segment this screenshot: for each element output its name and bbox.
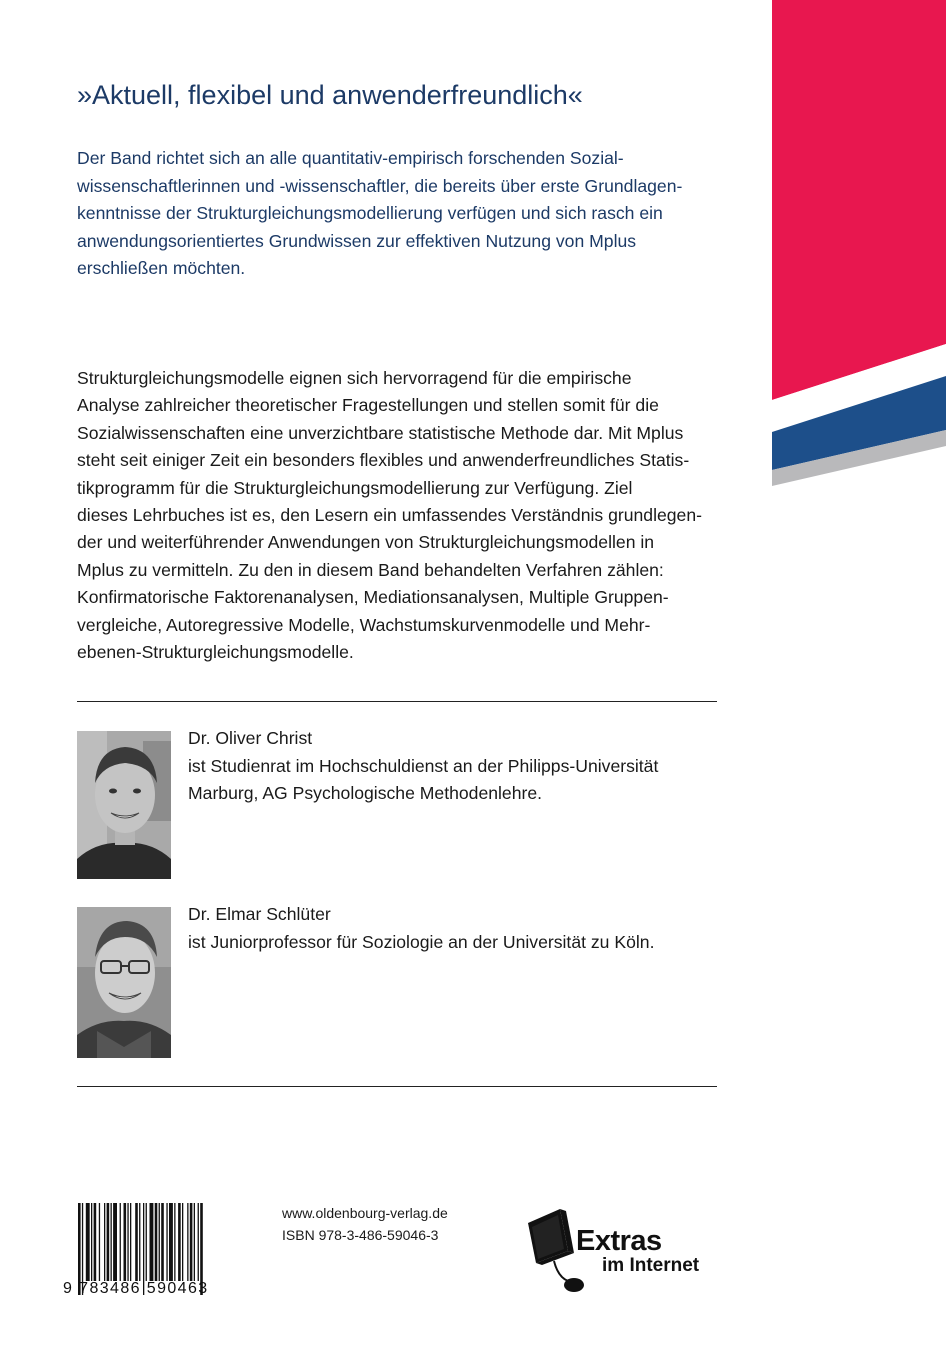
intro-line: anwendungsorientiertes Grundwissen zur effektiven Nutzung von Mplus xyxy=(77,230,637,251)
barcode-bar xyxy=(120,1203,121,1281)
barcode-bar xyxy=(91,1203,92,1281)
barcode-bar xyxy=(146,1203,147,1281)
body-line: Analyse zahlreicher theoretischer Fragestellungen und stellen somit für die xyxy=(77,395,659,416)
body-line: Sozialwissenschaften eine unverzichtbare statistische Methode dar. Mit Mplus xyxy=(77,422,684,443)
author-bio-christ xyxy=(188,725,728,808)
barcode-bar xyxy=(107,1203,110,1281)
decorative-corner-stripes xyxy=(772,0,946,500)
divider-top xyxy=(77,701,717,702)
barcode-bar xyxy=(86,1203,90,1281)
barcode-bar xyxy=(94,1203,97,1281)
body-line: der und weiterführender Anwendungen von Strukturgleichungsmodellen in xyxy=(77,532,655,553)
barcode-bar xyxy=(159,1203,160,1281)
extras-title: Extras xyxy=(576,1225,662,1257)
author-photo-schlueter xyxy=(77,907,171,1058)
author-photo-christ xyxy=(77,731,171,879)
body-line: tikprogramm für die Strukturgleichungsmodellierung zur Verfügung. Ziel xyxy=(77,477,633,498)
body-line: Mplus zu vermitteln. Zu den in diesem Band behandelten Verfahren zählen: xyxy=(77,559,664,580)
publisher-info xyxy=(282,1202,448,1246)
intro-line: Der Band richtet sich an alle quantitativ-empirisch forschenden Sozial- xyxy=(77,148,624,168)
body-line: Konfirmatorische Faktorenanalysen, Mediationsanalysen, Multiple Gruppen- xyxy=(77,587,669,608)
author-bio-schlueter xyxy=(188,901,728,956)
barcode-bar xyxy=(104,1203,105,1281)
intro-paragraph xyxy=(77,145,757,283)
barcode-bar xyxy=(130,1203,131,1281)
author-bio-line: ist Studienrat im Hochschuldienst an der Philipps-Universität xyxy=(188,755,659,776)
headline: »Aktuell, flexibel und anwenderfreundlich« xyxy=(77,80,583,110)
barcode-bar xyxy=(187,1203,188,1281)
barcode-bar xyxy=(139,1203,140,1281)
barcode-digits: 9 783486 590463 xyxy=(63,1280,209,1297)
barcode-bar xyxy=(127,1203,128,1281)
barcode-bar xyxy=(169,1203,173,1281)
author-block-christ xyxy=(77,728,717,879)
barcode-bar xyxy=(174,1203,175,1281)
barcode-bar xyxy=(194,1203,195,1281)
author-bio-line: ist Juniorprofessor für Soziologie an der Universität zu Köln. xyxy=(188,931,655,952)
extras-subtitle: im Internet xyxy=(602,1255,700,1276)
intro-line: kenntnisse der Strukturgleichungsmodellierung verfügen und sich rasch ein xyxy=(77,203,663,224)
barcode-bar xyxy=(150,1203,154,1281)
body-line: Strukturgleichungsmodelle eignen sich hervorragend für die empirische xyxy=(77,368,632,388)
barcode-bar xyxy=(178,1203,181,1281)
barcode-bar xyxy=(182,1203,183,1281)
isbn-text: ISBN 978-3-486-59046-3 xyxy=(282,1227,439,1243)
barcode-bar xyxy=(166,1203,167,1281)
author-name: Dr. Elmar Schlüter xyxy=(188,904,331,924)
barcode-bar xyxy=(190,1203,193,1281)
barcode-bar xyxy=(135,1203,138,1281)
barcode-bar xyxy=(124,1203,127,1281)
body-line: dieses Lehrbuches ist es, den Lesern ein umfassendes Verständnis grundlegen- xyxy=(77,505,702,526)
description-paragraph xyxy=(77,365,757,666)
divider-bottom xyxy=(77,1086,717,1087)
body-line: steht seit einiger Zeit ein besonders flexibles und anwenderfreundliches Statis- xyxy=(77,450,690,471)
body-line: vergleiche, Autoregressive Modelle, Wachstumskurvenmodelle und Mehr- xyxy=(77,614,651,635)
author-block-schlueter xyxy=(77,904,717,1058)
extras-im-internet-badge xyxy=(524,1205,724,1297)
barcode-bar xyxy=(198,1203,199,1281)
barcode-bar xyxy=(161,1203,164,1281)
barcode-bar xyxy=(113,1203,117,1281)
publisher-url[interactable]: www.oldenbourg-verlag.de xyxy=(282,1205,448,1221)
barcode-bar xyxy=(111,1203,112,1281)
author-name: Dr. Oliver Christ xyxy=(188,728,313,748)
intro-line: erschließen möchten. xyxy=(77,258,246,279)
author-bio-line: Marburg, AG Psychologische Methodenlehre. xyxy=(188,783,543,804)
barcode-bar xyxy=(155,1203,158,1281)
intro-line: wissenschaftlerinnen und -wissenschaftler, die bereits über erste Grundlagen- xyxy=(77,175,683,196)
barcode-bar xyxy=(99,1203,100,1281)
body-line: ebenen-Strukturgleichungsmodelle. xyxy=(77,642,354,663)
